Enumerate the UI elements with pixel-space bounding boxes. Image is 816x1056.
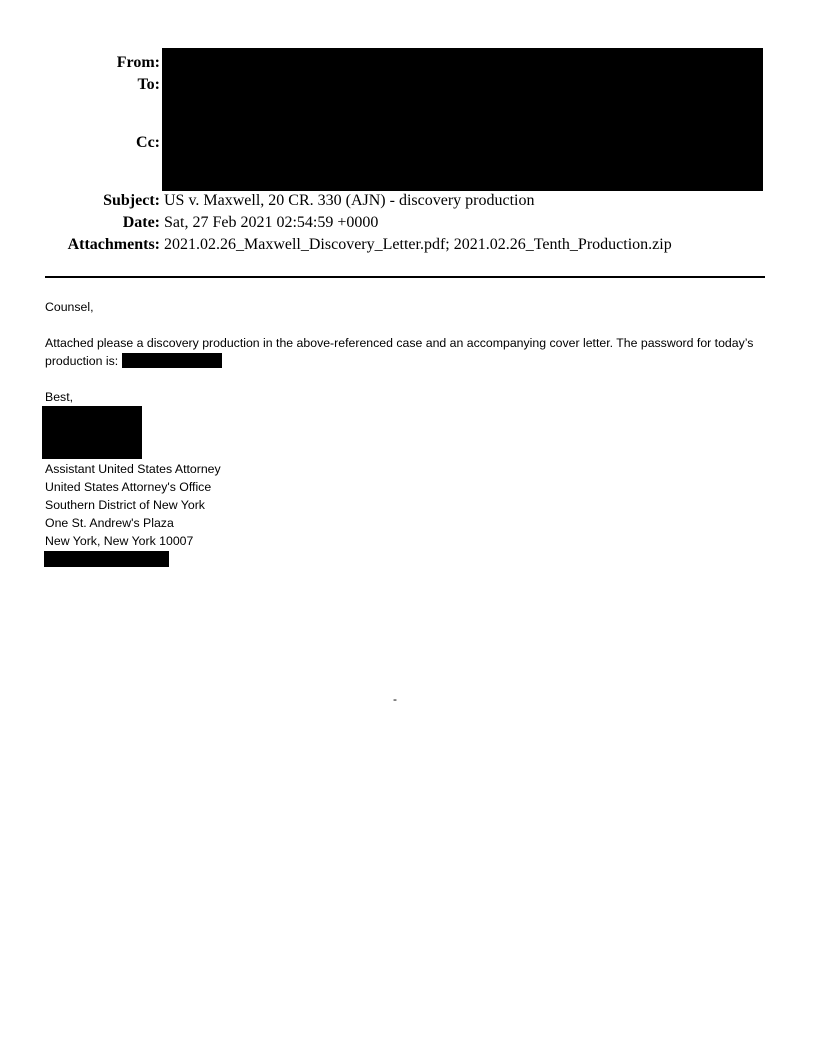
date-label: Date:	[122, 214, 160, 231]
recipients-redaction	[162, 48, 763, 191]
subject-value: US v. Maxwell, 20 CR. 330 (AJN) - discovery production	[164, 192, 535, 209]
page-mark: -	[393, 692, 397, 706]
signature-title: Assistant United States Attorney	[45, 462, 221, 476]
message-text: Attached please a discovery production in the above-referenced case and an accompanying cover letter. The password for today’s production is:	[45, 336, 754, 368]
message-paragraph	[45, 334, 775, 370]
sender-name-redaction	[42, 406, 142, 459]
cc-label: Cc:	[136, 134, 160, 151]
signature-office: United States Attorney's Office	[45, 480, 212, 494]
contact-redaction	[44, 551, 169, 567]
closing: Best,	[45, 390, 74, 404]
signature-address-line2: New York, New York 10007	[45, 534, 194, 548]
subject-label: Subject:	[103, 192, 160, 209]
attachments-label: Attachments:	[67, 236, 160, 253]
to-label: To:	[137, 76, 160, 93]
password-redaction	[122, 353, 222, 368]
date-value: Sat, 27 Feb 2021 02:54:59 +0000	[164, 214, 379, 231]
from-label: From:	[116, 54, 160, 71]
greeting: Counsel,	[45, 300, 94, 314]
attachments-value[interactable]: 2021.02.26_Maxwell_Discovery_Letter.pdf; 2021.02.26_Tenth_Production.zip	[164, 236, 672, 253]
header-divider	[45, 276, 765, 278]
signature-district: Southern District of New York	[45, 498, 205, 512]
signature-address-line1: One St. Andrew's Plaza	[45, 516, 174, 530]
